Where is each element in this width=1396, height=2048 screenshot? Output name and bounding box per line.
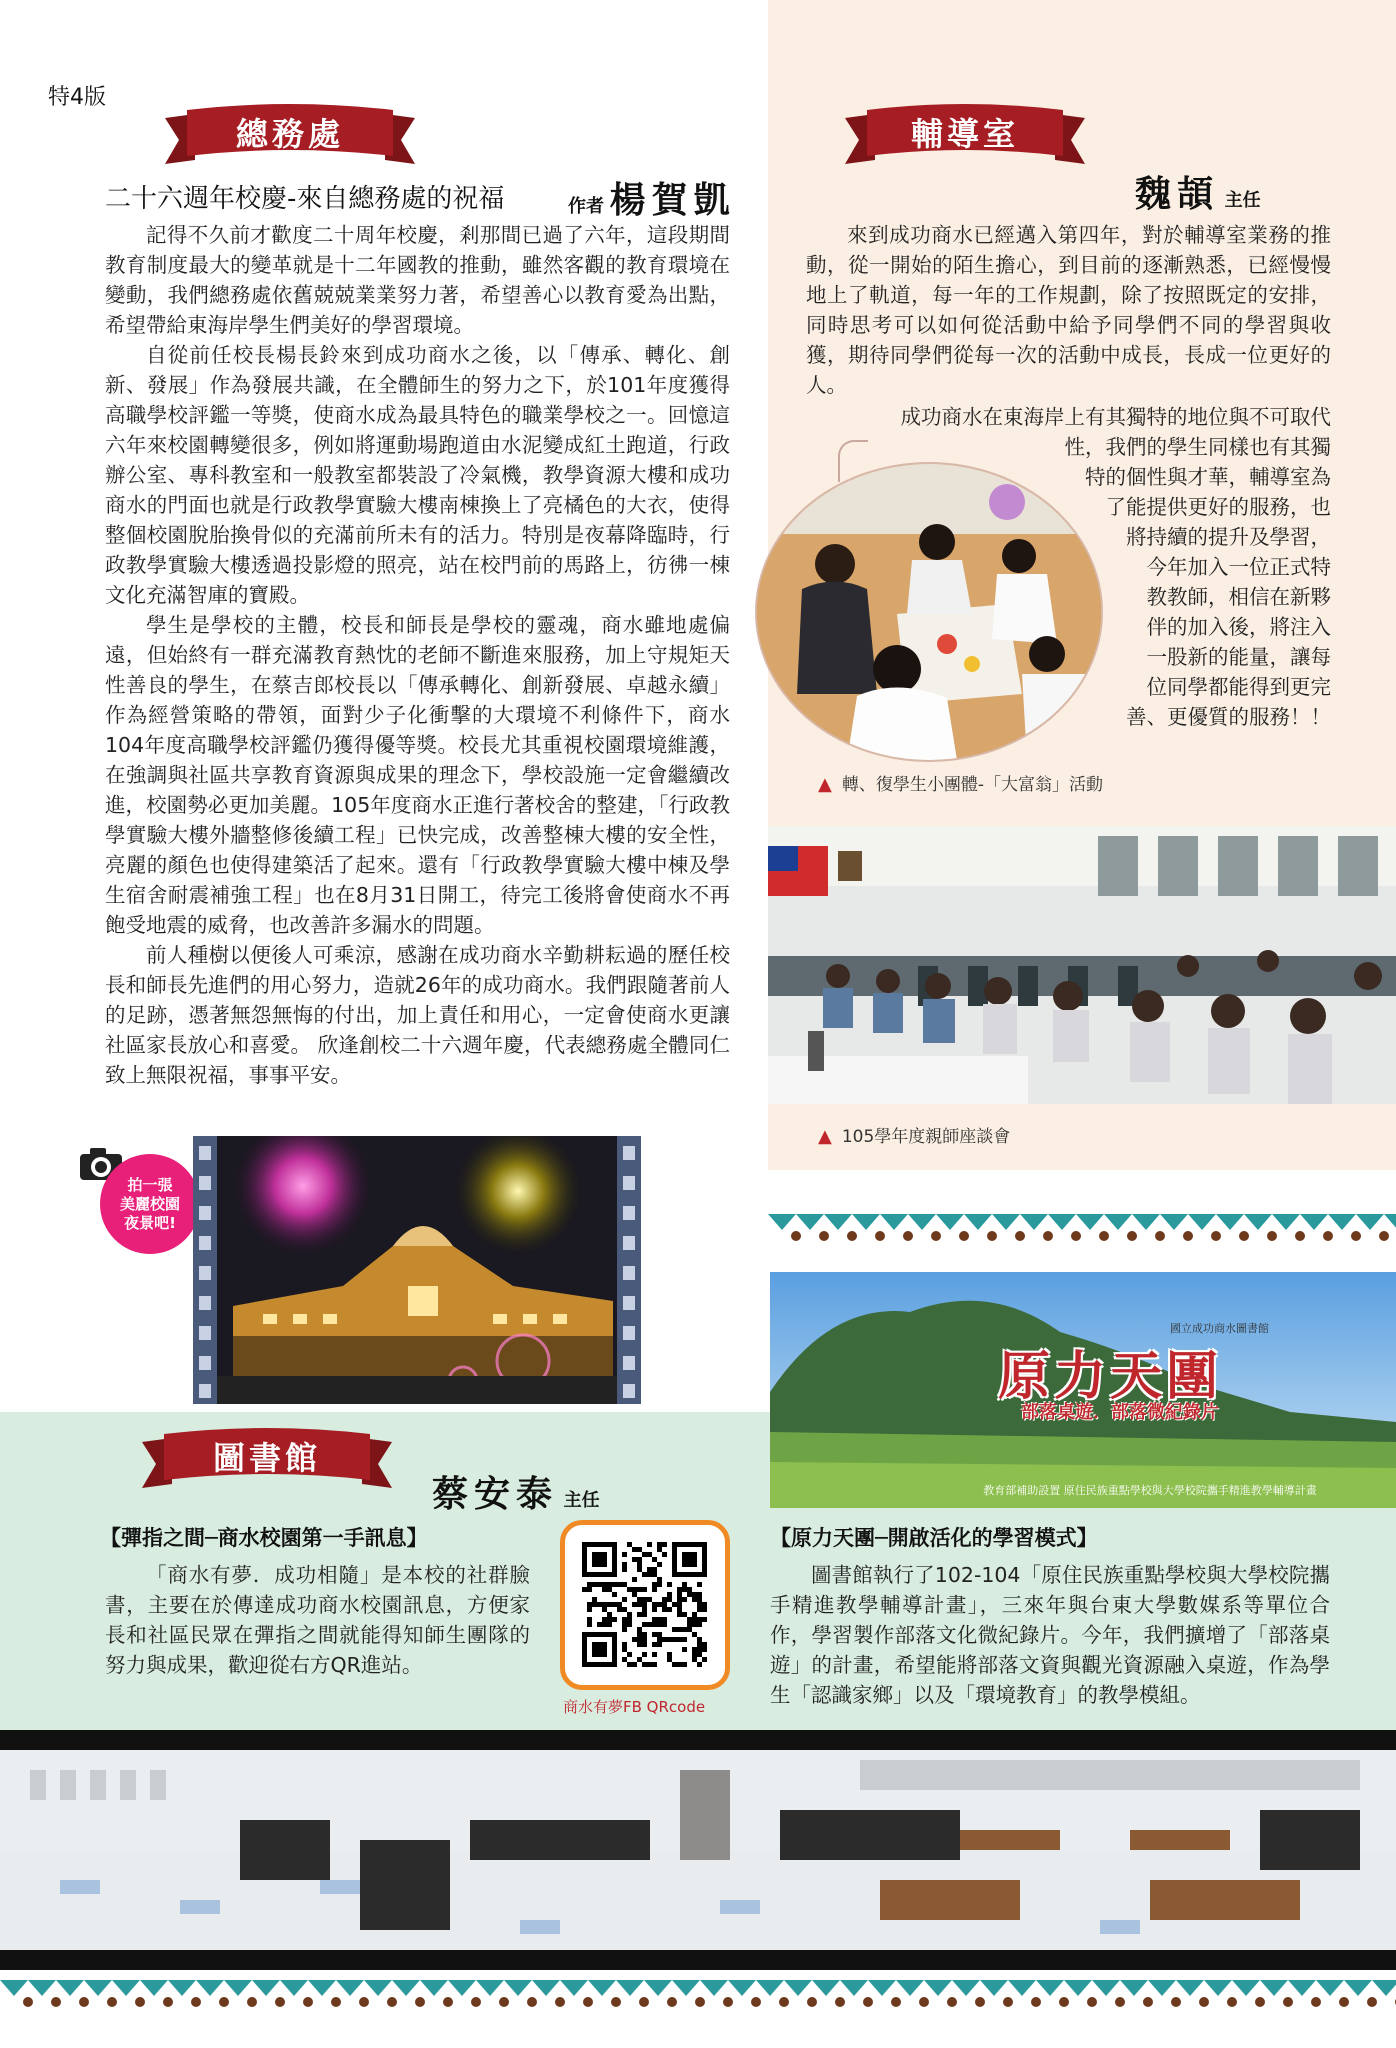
zigzag-triangle	[840, 1980, 868, 1996]
zigzag-dot	[219, 1997, 229, 2007]
zigzag-triangle	[476, 1980, 504, 1996]
zigzag-dot	[191, 1997, 201, 2007]
text-line: 教教師，相信在新夥	[1146, 585, 1331, 609]
zigzag-triangle	[1176, 1980, 1204, 1996]
zigzag-dot	[1339, 1997, 1349, 2007]
zigzag-triangle	[1076, 1214, 1104, 1230]
zigzag-border	[0, 1980, 1396, 2014]
counseling-author	[1135, 166, 1261, 217]
banner-label: 輔導室	[910, 115, 1019, 153]
zigzag-dot	[1059, 1997, 1069, 2007]
zigzag-dot	[1087, 1997, 1097, 2007]
zigzag-dot	[527, 1997, 537, 2007]
zigzag-dot	[835, 1997, 845, 2007]
library-author	[432, 1466, 600, 1517]
zigzag-triangle	[824, 1214, 852, 1230]
zigzag-dot	[1283, 1997, 1293, 2007]
author-name: 楊賀凱	[609, 179, 736, 221]
qr-code-frame[interactable]	[560, 1520, 730, 1690]
author-name: 蔡安泰	[432, 1473, 559, 1515]
zigzag-dot	[555, 1997, 565, 2007]
zigzag-triangle	[1160, 1214, 1188, 1230]
zigzag-dot	[359, 1997, 369, 2007]
zigzag-triangle	[560, 1980, 588, 1996]
qr-code[interactable]	[565, 1525, 725, 1685]
zigzag-triangle	[1092, 1980, 1120, 1996]
zigzag-triangle	[1104, 1214, 1132, 1230]
parent-teacher-meeting-photo	[768, 826, 1396, 1104]
zigzag-dot	[863, 1997, 873, 2007]
zigzag-dot	[1267, 1231, 1277, 1241]
zigzag-dot	[23, 1997, 33, 2007]
zigzag-triangle	[140, 1980, 168, 1996]
zigzag-triangle	[812, 1980, 840, 1996]
zigzag-triangle	[28, 1980, 56, 1996]
night-campus-photo	[193, 1136, 641, 1404]
paragraph: 圖書館執行了102-104「原住民族重點學校與大學校院攜手精進教學輔導計畫」，三來年與台東大學數媒系等單位合作，學習製作部落文化微紀錄片。今年，我們擴增了「部落桌遊」的計畫，希望能將部落文資與觀光資源融入桌遊，作為學生「認識家鄉」以及「環境教育」的教學模組。	[770, 1563, 1330, 1707]
zigzag-triangle	[112, 1980, 140, 1996]
counseling-banner	[845, 104, 1085, 168]
zigzag-triangle	[616, 1980, 644, 1996]
zigzag-border	[768, 1214, 1396, 1248]
zigzag-dot	[791, 1231, 801, 1241]
article-author	[568, 172, 736, 223]
zigzag-triangle	[280, 1980, 308, 1996]
zigzag-dot	[1003, 1997, 1013, 2007]
zigzag-dot	[1323, 1231, 1333, 1241]
zigzag-dot	[1367, 1997, 1377, 2007]
zigzag-triangle	[1064, 1980, 1092, 1996]
zigzag-dot	[1295, 1231, 1305, 1241]
zigzag-dot	[163, 1997, 173, 2007]
zigzag-dot	[847, 1231, 857, 1241]
zigzag-triangle	[728, 1980, 756, 1996]
paragraph: 前人種樹以便後人可乘涼，感謝在成功商水辛勤耕耘過的歷任校長和師長先進們的用心努力，造就26年的成功商水。我們跟隨著前人的足跡，憑著無怨無悔的付出，加上責任和用心，一定會使商水更讓社區家長放心和喜愛。 欣逢創校二十六週年慶，代表總務處全體同仁致上無限祝福，事事平安。	[105, 943, 730, 1087]
zigzag-triangle	[908, 1214, 936, 1230]
zigzag-triangle	[1204, 1980, 1232, 1996]
zigzag-triangle	[1048, 1214, 1076, 1230]
zigzag-triangle	[700, 1980, 728, 1996]
zigzag-triangle	[880, 1214, 908, 1230]
zigzag-triangle	[1148, 1980, 1176, 1996]
zigzag-triangle	[196, 1980, 224, 1996]
library-left-heading: 【彈指之間─商水校園第一手訊息】	[100, 1526, 428, 1550]
zigzag-dot	[51, 1997, 61, 2007]
zigzag-triangle	[1008, 1980, 1036, 1996]
poster-small-top: 國立成功商水圖書館	[1170, 1322, 1269, 1335]
general-affairs-article	[105, 220, 730, 1090]
paragraph: 自從前任校長楊長鈴來到成功商水之後，以「傳承、轉化、創新、發展」作為發展共識，在全體師生的努力之下，於101年度獲得高職學校評鑑一等獎，使商水成為最具特色的職業學校之一。回憶這六年來校園轉變很多，例如將運動場跑道由水泥變成紅土跑道，行政辦公室、專科教室和一般教室都裝設了冷氣機，教學資源大樓和成功商水的門面也就是行政教學實驗大樓南棟換上了亮橘色的大衣，使得整個校園脫胎換骨似的充滿前所未有的活力。特別是夜幕降臨時，行政教學實驗大樓透過投影燈的照亮，站在校門前的馬路上，彷彿一棟文化充滿智庫的寶殿。	[105, 343, 730, 607]
author-name: 魏頡	[1135, 173, 1220, 215]
zigzag-dot	[1043, 1231, 1053, 1241]
zigzag-triangle	[224, 1980, 252, 1996]
text-line: 伴的加入後，將注入	[1146, 615, 1331, 639]
zigzag-triangle	[168, 1980, 196, 1996]
zigzag-triangle	[896, 1980, 924, 1996]
caption-text: 105學年度親師座談會	[841, 1127, 1011, 1147]
zigzag-triangle	[420, 1980, 448, 1996]
zigzag-triangle	[1372, 1980, 1396, 1996]
counseling-paragraph-1	[806, 220, 1331, 400]
zigzag-dot	[1183, 1231, 1193, 1241]
zigzag-triangle	[936, 1214, 964, 1230]
zigzag-dot	[947, 1997, 957, 2007]
zigzag-triangle	[644, 1980, 672, 1996]
text-line: 性，我們的學生同樣也有其獨	[1064, 435, 1331, 459]
zigzag-triangle	[1036, 1980, 1064, 1996]
poster-footer: 教育部補助設置 原住民族重點學校與大學校院攜手精進教學輔導計畫	[983, 1484, 1317, 1497]
triangle-icon: ▲	[818, 774, 832, 795]
caption-activity	[818, 770, 1103, 795]
text-line: 將持續的提升及學習，	[1126, 525, 1331, 549]
library-right-text	[770, 1560, 1330, 1710]
zigzag-dot	[931, 1231, 941, 1241]
text-line: 一股新的能量，讓每	[1146, 645, 1331, 669]
zigzag-triangle	[1272, 1214, 1300, 1230]
zigzag-triangle	[308, 1980, 336, 1996]
author-prefix: 作者	[568, 196, 604, 217]
zigzag-triangle	[952, 1980, 980, 1996]
zigzag-dot	[807, 1997, 817, 2007]
zigzag-dot	[611, 1997, 621, 2007]
text-line: 成功商水在東海岸上有其獨特的地位與不可取代	[900, 405, 1331, 429]
text-line: 特的個性與才華，輔導室為	[1085, 465, 1331, 489]
zigzag-dot	[1127, 1231, 1137, 1241]
zigzag-dot	[1015, 1231, 1025, 1241]
triangle-icon: ▲	[818, 1126, 832, 1147]
zigzag-dot	[1143, 1997, 1153, 2007]
zigzag-triangle	[1132, 1214, 1160, 1230]
zigzag-triangle	[56, 1980, 84, 1996]
zigzag-triangle	[768, 1214, 796, 1230]
general-affairs-banner	[165, 104, 415, 168]
zigzag-dot	[779, 1997, 789, 2007]
banner-label: 圖書館	[212, 1439, 321, 1477]
zigzag-dot	[695, 1997, 705, 2007]
zigzag-triangle	[84, 1980, 112, 1996]
paragraph: 來到成功商水已經邁入第四年，對於輔導室業務的推動，從一開始的陌生擔心，到目前的逐漸熟悉，已經慢慢地上了軌道，每一年的工作規劃，除了按照既定的安排，同時思考可以如何從活動中給予同學們不同的學習與收獲，期待同學們從每一次的活動中成長，長成一位更好的人。	[806, 223, 1331, 397]
zigzag-triangle	[532, 1980, 560, 1996]
group-activity-photo	[755, 462, 1103, 762]
library-right-heading: 【原力天團─開啟活化的學習模式】	[770, 1526, 1098, 1550]
page-number: 特4版	[48, 85, 106, 110]
zigzag-dot	[1239, 1231, 1249, 1241]
zigzag-triangle	[252, 1980, 280, 1996]
zigzag-triangle	[796, 1214, 824, 1230]
library-banner	[142, 1428, 392, 1492]
text-line: 今年加入一位正式特	[1146, 555, 1331, 579]
text-line: 位同學都能得到更完	[1146, 675, 1331, 699]
zigzag-dot	[667, 1997, 677, 2007]
paragraph: 「商水有夢．成功相隨」是本校的社群臉書，主要在於傳達成功商水校園訊息，方便家長和社區民眾在彈指之間就能得知師生團隊的努力與成果，歡迎從右方QR進站。	[105, 1563, 530, 1677]
zigzag-triangle	[1316, 1980, 1344, 1996]
poster-title: 原力天團	[997, 1346, 1222, 1407]
paragraph: 學生是學校的主體，校長和師長是學校的靈魂，商水雖地處偏遠，但始終有一群充滿教育熱忱的老師不斷進來服務，加上守規矩天性善良的學生，在蔡吉郎校長以「傳承轉化、創新發展、卓越永續」作為經營策略的帶領，面對少子化衝擊的大環境不利條件下，商水104年度高職學校評鑑仍獲得優等獎。校長尤其重視校園環境維護，在強調與社區共享教育資源與成果的理念下，學校設施一定會繼續改進，校園勢必更加美麗。105年度商水正進行著校舍的整建，「行政教學實驗大樓外牆整修後續工程」已快完成，改善整棟大樓的安全性，亮麗的顏色也使得建築活了起來。還有「行政教學實驗大樓中棟及學生宿舍耐震補強工程」也在8月31日開工，待完工後將會使商水不再飽受地震的威脅，也改善許多漏水的問題。	[105, 613, 730, 937]
zigzag-dot	[443, 1997, 453, 2007]
author-title: 主任	[1224, 190, 1261, 211]
zigzag-dot	[1255, 1997, 1265, 2007]
zigzag-dot	[1227, 1997, 1237, 2007]
paragraph: 記得不久前才歡度二十周年校慶，剎那間已過了六年，這段期間教育制度最大的變革就是十二年國教的推動，雖然客觀的教育環境在變動，我們總務處依舊兢兢業業努力著，希望善心以教育愛為出點，希望帶給東海岸學生們美好的學習環境。	[105, 223, 730, 337]
zigzag-triangle	[1260, 1980, 1288, 1996]
zigzag-dot	[471, 1997, 481, 2007]
zigzag-triangle	[1020, 1214, 1048, 1230]
force-team-poster	[770, 1272, 1396, 1508]
zigzag-triangle	[1300, 1214, 1328, 1230]
zigzag-dot	[387, 1997, 397, 2007]
zigzag-dot	[415, 1997, 425, 2007]
zigzag-dot	[903, 1231, 913, 1241]
caption-text: 轉、復學生小團體-「大富翁」活動	[841, 775, 1103, 795]
zigzag-dot	[107, 1997, 117, 2007]
zigzag-dot	[975, 1997, 985, 2007]
zigzag-triangle	[1232, 1980, 1260, 1996]
zigzag-triangle	[0, 1980, 28, 1996]
zigzag-dot	[1171, 1997, 1181, 2007]
zigzag-triangle	[1328, 1214, 1356, 1230]
text-line: 了能提供更好的服務，也	[1105, 495, 1331, 519]
author-title: 主任	[563, 1490, 600, 1511]
zigzag-triangle	[672, 1980, 700, 1996]
zigzag-triangle	[1288, 1980, 1316, 1996]
zigzag-dot	[639, 1997, 649, 2007]
zigzag-dot	[723, 1997, 733, 2007]
zigzag-triangle	[392, 1980, 420, 1996]
zigzag-triangle	[364, 1980, 392, 1996]
zigzag-dot	[1031, 1997, 1041, 2007]
zigzag-triangle	[588, 1980, 616, 1996]
zigzag-dot	[499, 1997, 509, 2007]
zigzag-triangle	[1244, 1214, 1272, 1230]
zigzag-dot	[891, 1997, 901, 2007]
zigzag-dot	[919, 1997, 929, 2007]
zigzag-triangle	[756, 1980, 784, 1996]
zigzag-dot	[1379, 1231, 1389, 1241]
poster-subtitle: 部落桌遊．部落微紀錄片	[1021, 1402, 1219, 1423]
zigzag-dot	[751, 1997, 761, 2007]
zigzag-dot	[331, 1997, 341, 2007]
zigzag-triangle	[1384, 1214, 1396, 1230]
zigzag-triangle	[1356, 1214, 1384, 1230]
zigzag-dot	[303, 1997, 313, 2007]
library-left-text	[105, 1560, 530, 1680]
zigzag-dot	[987, 1231, 997, 1241]
library-panorama-photo	[0, 1730, 1396, 1970]
zigzag-triangle	[504, 1980, 532, 1996]
zigzag-dot	[1071, 1231, 1081, 1241]
zigzag-dot	[583, 1997, 593, 2007]
zigzag-dot	[875, 1231, 885, 1241]
caption-meeting	[818, 1122, 1010, 1147]
speech-tail-decoration	[838, 440, 868, 482]
zigzag-dot	[1115, 1997, 1125, 2007]
zigzag-triangle	[784, 1980, 812, 1996]
zigzag-dot	[275, 1997, 285, 2007]
zigzag-triangle	[924, 1980, 952, 1996]
zigzag-dot	[79, 1997, 89, 2007]
zigzag-triangle	[448, 1980, 476, 1996]
zigzag-dot	[135, 1997, 145, 2007]
zigzag-triangle	[336, 1980, 364, 1996]
text-line: 善、更優質的服務！！	[1126, 705, 1331, 729]
zigzag-dot	[1155, 1231, 1165, 1241]
banner-label: 總務處	[235, 115, 344, 153]
zigzag-dot	[819, 1231, 829, 1241]
zigzag-dot	[247, 1997, 257, 2007]
photo-badge: 拍一張 美麗校園 夜景吧!	[100, 1154, 200, 1254]
zigzag-triangle	[964, 1214, 992, 1230]
zigzag-triangle	[868, 1980, 896, 1996]
zigzag-triangle	[1344, 1980, 1372, 1996]
zigzag-triangle	[852, 1214, 880, 1230]
zigzag-dot	[1311, 1997, 1321, 2007]
zigzag-triangle	[980, 1980, 1008, 1996]
article-title: 二十六週年校慶-來自總務處的祝福	[105, 184, 505, 214]
zigzag-triangle	[1120, 1980, 1148, 1996]
zigzag-dot	[1211, 1231, 1221, 1241]
zigzag-triangle	[1188, 1214, 1216, 1230]
zigzag-triangle	[1216, 1214, 1244, 1230]
zigzag-dot	[1351, 1231, 1361, 1241]
zigzag-dot	[1099, 1231, 1109, 1241]
qr-caption: 商水有夢FB QRcode	[563, 1698, 706, 1716]
zigzag-triangle	[992, 1214, 1020, 1230]
zigzag-dot	[1199, 1997, 1209, 2007]
zigzag-dot	[959, 1231, 969, 1241]
